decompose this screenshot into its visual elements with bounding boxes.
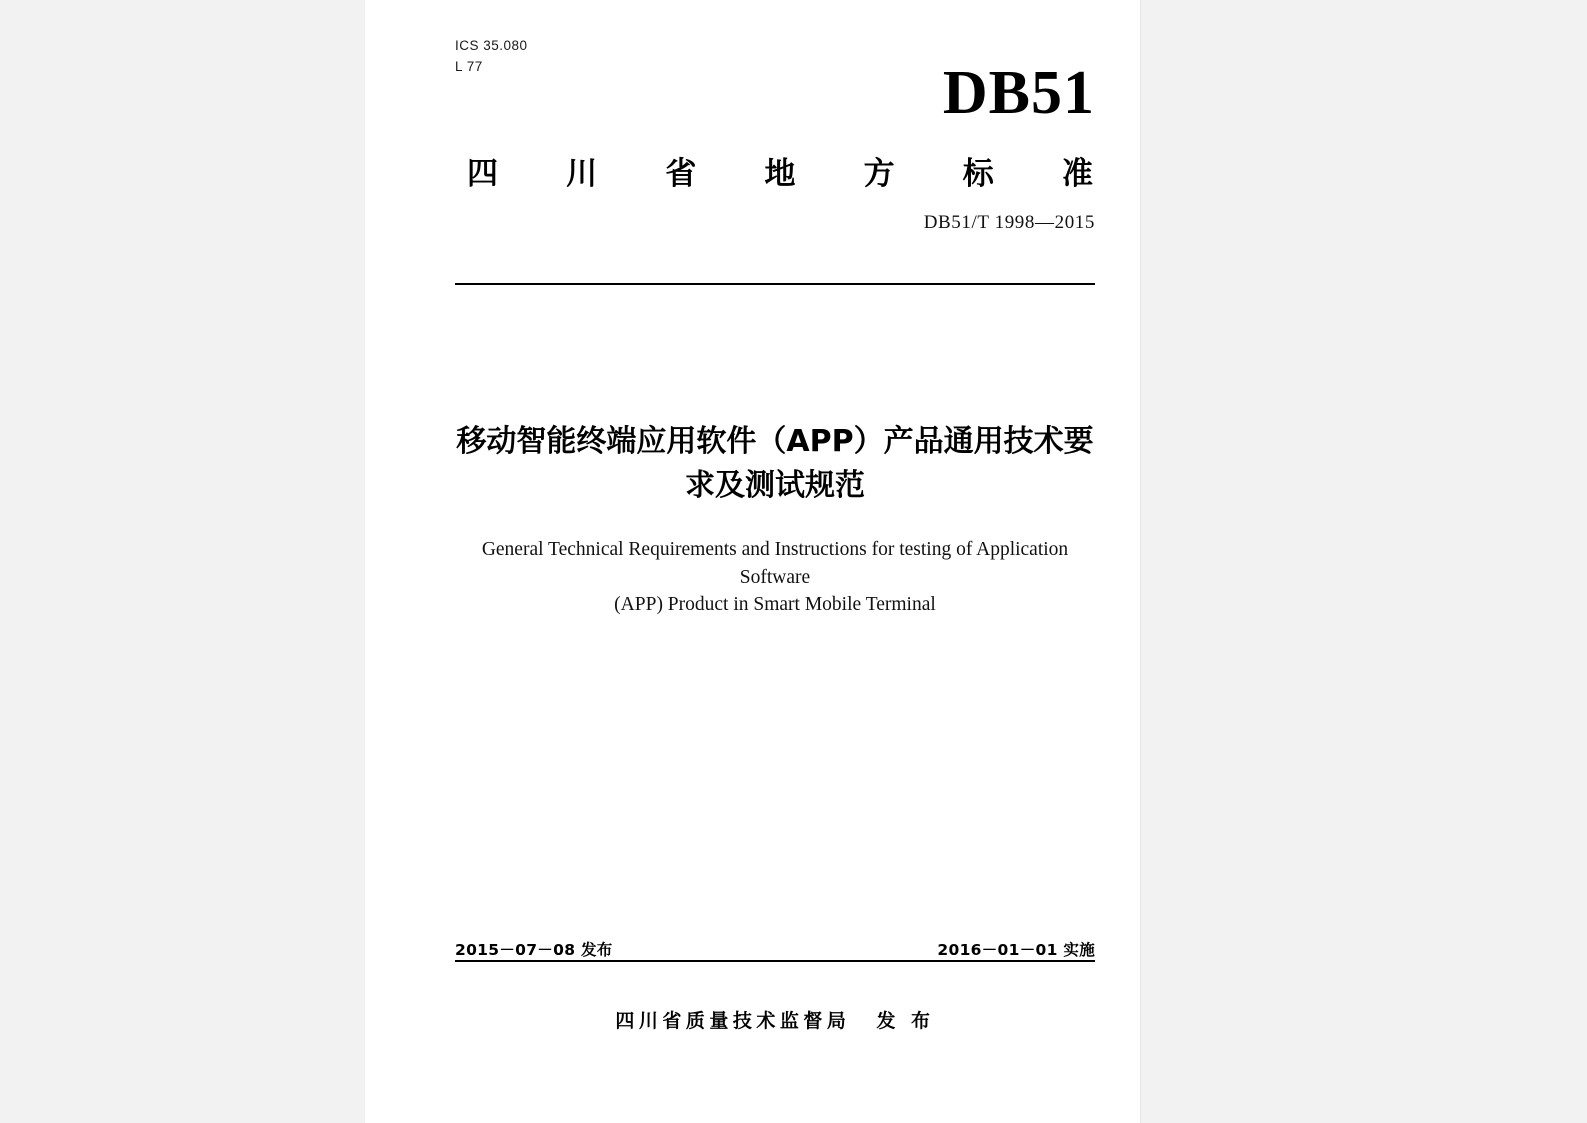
document-title-chinese: 移动智能终端应用软件（APP）产品通用技术要求及测试规范 (456, 424, 1094, 503)
standard-kind-char-3: 地 (764, 156, 796, 192)
standard-kind-char-4: 方 (863, 156, 895, 192)
standard-kind-title (465, 148, 1095, 193)
standard-kind-char-2: 省 (665, 156, 697, 192)
effective-date: 2016－01－01 实施 (937, 941, 1095, 959)
standard-kind-char-6: 准 (1061, 156, 1093, 192)
document-title-english-line2: (APP) Product in Smart Mobile Terminal (614, 594, 936, 616)
standard-kind-char-0: 四 (467, 156, 498, 192)
publisher-action: 发 布 (876, 1010, 935, 1032)
db51-logo: DB51 (942, 59, 1095, 127)
document-title-english (455, 536, 1095, 619)
footer-divider (455, 960, 1095, 962)
ics-number: ICS 35.080 (455, 38, 528, 53)
publisher-line (455, 1006, 1095, 1033)
standard-number: DB51/T 1998—2015 (923, 212, 1095, 233)
document-page (365, 0, 1140, 1123)
header-divider (455, 283, 1095, 285)
document-title-english-line1: General Technical Requirements and Instructions for testing of Application Software (481, 539, 1069, 588)
page-content (455, 0, 1095, 1123)
issue-date: 2015－07－08 发布 (455, 941, 613, 959)
publication-dates (455, 938, 1095, 960)
classification-code: L 77 (455, 58, 483, 74)
ics-classification-block (455, 36, 528, 78)
standard-kind-char-5: 标 (962, 156, 994, 192)
publisher-name: 四川省质量技术监督局 (615, 1010, 851, 1032)
standard-kind-char-1: 川 (566, 156, 598, 192)
